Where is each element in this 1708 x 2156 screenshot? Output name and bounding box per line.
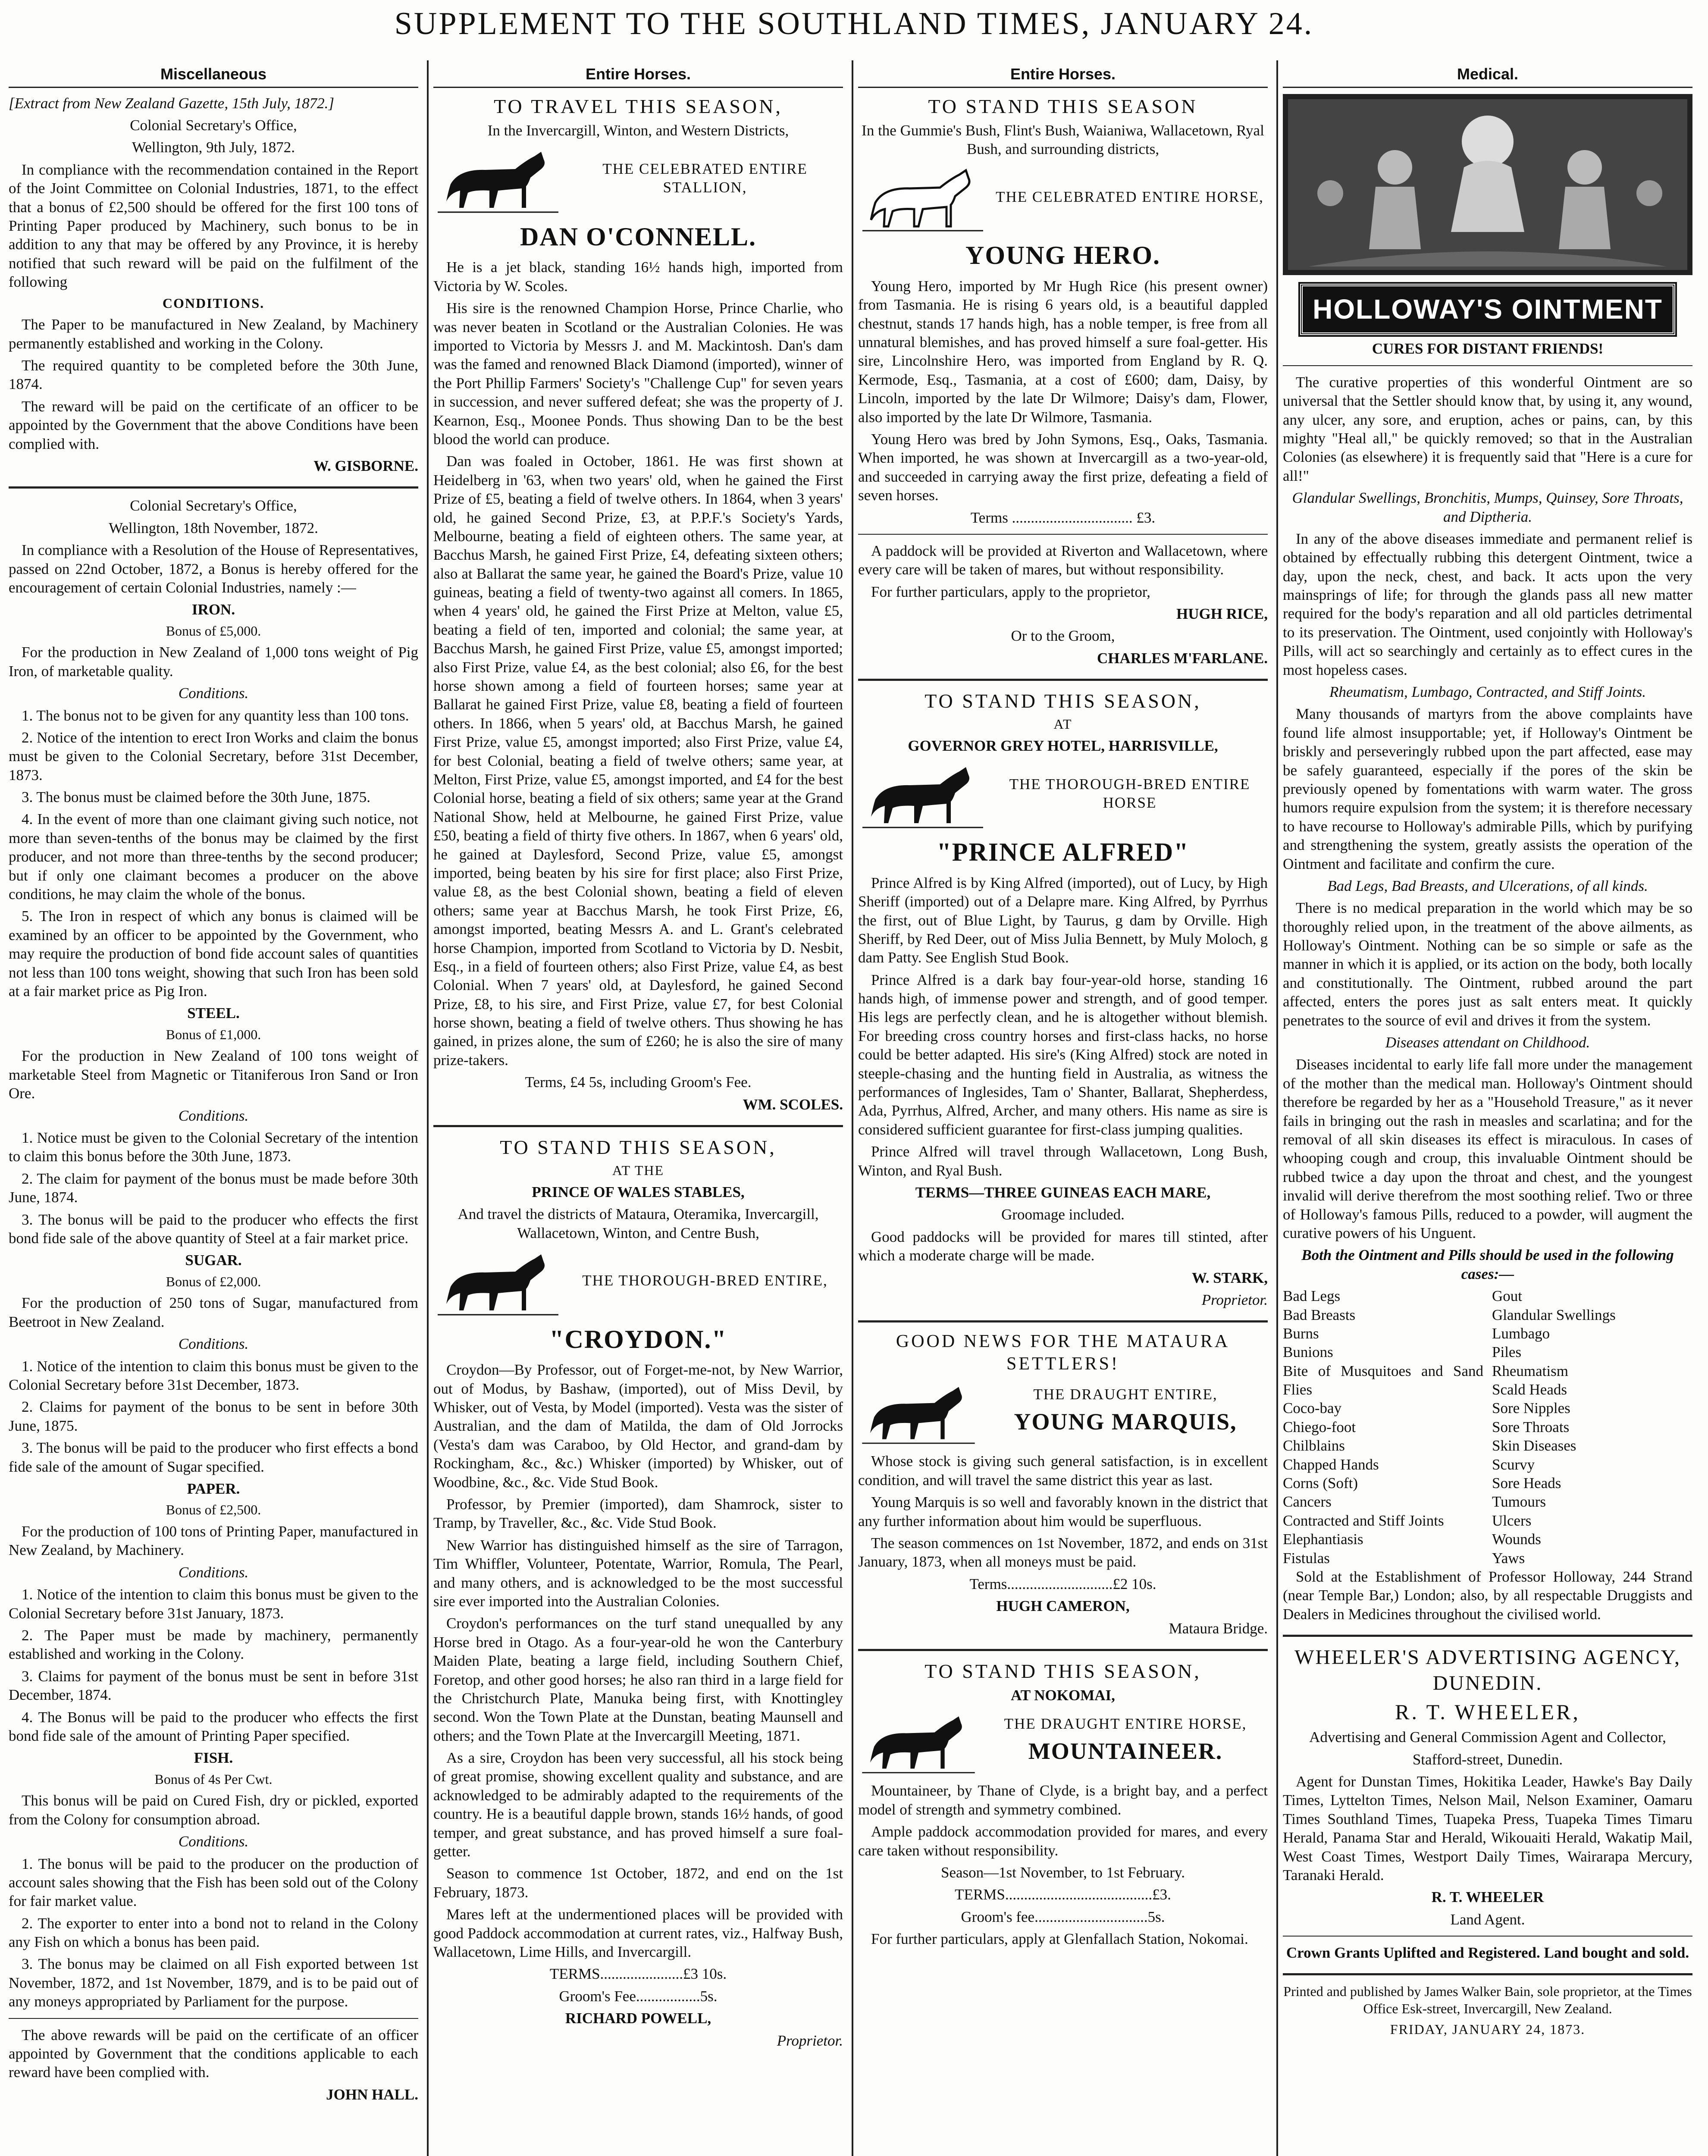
- ad-lead: THE DRAUGHT ENTIRE,: [1033, 1386, 1218, 1403]
- ad-paragraph: He is a jet black, standing 16½ hands high, imported from Victoria by W. Scoles.: [433, 259, 843, 295]
- ad-title: TO STAND THIS SEASON,: [500, 1136, 777, 1159]
- list-item: Sore Nipples: [1492, 1400, 1570, 1417]
- ad-terms: Terms ................................ £3.: [970, 509, 1156, 526]
- ad-at: AT: [1053, 716, 1072, 732]
- date-line: Wellington, 18th November, 1872.: [109, 519, 318, 536]
- ad-subtitle: And travel the districts of Mataura, Oteramika, Invercargill, Wallacetown, Winton, and Centre Bush,: [458, 1206, 819, 1241]
- wheeler-role: Advertising and General Commission Agent and Collector,: [1309, 1729, 1666, 1746]
- horse-illustration-icon: [858, 1708, 979, 1777]
- ad-paragraph: Mountaineer, by Thane of Clyde, is a bright bay, and a perfect model of strength and symmetry combined.: [858, 1782, 1268, 1818]
- list-item: Glandular Swellings: [1492, 1306, 1616, 1323]
- list-item: Rheumatism: [1492, 1362, 1568, 1379]
- ad-subheading: Bad Legs, Bad Breasts, and Ulcerations, of all kinds.: [1327, 877, 1648, 894]
- divider: [9, 486, 418, 489]
- ad-subheading: Rheumatism, Lumbago, Contracted, and Stiff Joints.: [1329, 683, 1646, 701]
- ailments-right: [1492, 1287, 1692, 1567]
- bonus-amount: Bonus of £5,000.: [166, 623, 261, 639]
- crown-grants: Crown Grants Uplifted and Registered. Land bought and sold.: [1286, 1944, 1689, 1962]
- list-item: Wounds: [1492, 1531, 1541, 1548]
- divider: [1283, 1973, 1692, 1975]
- signature: R. T. WHEELER: [1431, 1889, 1544, 1906]
- ad-subheading: Diseases attendant on Childhood.: [1385, 1034, 1590, 1051]
- divider: [858, 679, 1268, 681]
- ad-paragraph: Dan was foaled in October, 1861. He was first shown at Heidelberg in '63, when two years' old, when he gained the First Prize of £5, beating a field of twelve others. In 1864, when 3 years' old, he gained Second Prize, £3, at P.P.F.'s Society's Yards, Melbourne, beating a field of eighteen others. The same year, at Bacchus Marsh, he gained First Prize, £4, defeating sixteen others; also at Ballarat the same year, he gained the Board's Prize, value 10 guineas, beating a field of twenty-two against all comers. In 1865, when 4 years' old, he gained the First Prize at Melton, value £5, beating a field of ten, imported and colonial; the same year, at Bacchus Marsh, he gained First Prize, value £5, amongst imported; also First Prize, value £4, as the best colonial; also £6, for the best horse shown among a field of fourteen horses; same year at Ballarat he gained First Prize, value £8, beating a field of fourteen others. In 1866, when 5 years' old, at Bacchus Marsh, he gained First Prize, value £5, amongst imported; also First Prize, value £4, for best Colonial, beating a field of twelve others; same year, at Melton, First Prize, value £5, amongst imported, and £4 for the best Colonial horse, beating a field of six others; same year at the Grand National Show, held at Melbourne, he gained First Prize, value £50, beating a field of thirty five others. In 1867, when 6 years' old, he gained at Daylesford, Second Prize, value £5, amongst imported, being beaten by his sire for first place; also First Prize, value £8, as the best Colonial shown, beating a field of eleven others; same year at Bacchus Marsh, he took First Prize, £6, amongst imported, beating Messrs A. and L. Grant's celebrated horse Champion, imported from Scotland to Victoria by D. Nesbit, Esq., in a field of fourteen others; also First Prize, value £4, as best Colonial. When 7 years' old, at Daylesford, he gained Second Prize, £8, to his sire, and First Prize, value £7, for best Colonial horse shown, beating a field of twelve others. Thus showing he has gained, in prizes alone, the sum of £260; he is also the sire of many prize-takers.: [433, 453, 843, 1069]
- bonus-heading: STEEL.: [187, 1005, 240, 1022]
- ad-subheading: Glandular Swellings, Bronchitis, Mumps, Quinsey, Sore Throats, and Diptheria.: [1292, 489, 1683, 525]
- ad-paragraph: Croydon—By Professor, out of Forget-me-not, by New Warrior, out of Modus, by Bashaw, (imported), out of Miss Devil, by Whisker, out of Vesta, by Model (imported). Vesta was the sister of Australian, and the dam of Matilda, the dam of Old Jorrocks (Vesta's dam was Caraboo, by Old Hector, and grand-dam by Rockingham, &c., &c.) Whisker (imported) by Whisker, out of Woodbine, &c., &c. Vide Stud Book.: [433, 1361, 843, 1491]
- ad-paragraph: Ample paddock accommodation provided for mares, and every care taken without responsibility.: [858, 1823, 1268, 1859]
- signature: HUGH CAMERON,: [996, 1598, 1130, 1615]
- list-item: Chapped Hands: [1283, 1456, 1379, 1473]
- list-item: Burns: [1283, 1325, 1319, 1342]
- horse-illustration-icon: [858, 162, 987, 235]
- horse-name: YOUNG MARQUIS,: [1014, 1408, 1237, 1435]
- signature: CHARLES M'FARLANE.: [1097, 649, 1268, 667]
- condition-item: The Paper to be manufactured in New Zealand, by Machinery permanently established and working in the Colony.: [9, 316, 418, 352]
- horse-illustration-icon: [433, 1246, 563, 1319]
- signature: W. GISBORNE.: [313, 457, 418, 474]
- horse-illustration-icon: [433, 143, 563, 216]
- column-entire-horses-1: [433, 65, 843, 2156]
- condition-item: 2. Claims for payment of the bonus to be sent in before 30th June, 1875.: [9, 1398, 418, 1434]
- bonus-amount: Bonus of £2,500.: [166, 1502, 261, 1518]
- divider: [858, 1320, 1268, 1322]
- signature: WM. SCOLES.: [743, 1096, 843, 1113]
- horse-name: DAN O'CONNELL.: [520, 222, 757, 251]
- list-item: Bunions: [1283, 1344, 1333, 1361]
- ad-paragraph: As a sire, Croydon has been very successful, all his stock being of great promise, showing excellent quality and substance, and are acknowledged to be admirably adapted to the requirements of the country. He is a beautiful dapple brown, stands 16½ hands, of good temper, and great substance, and has proved himself a sure foal-getter.: [433, 1749, 843, 1860]
- condition-item: 1. Notice of the intention to claim this bonus must be given to the Colonial Secretary before 31st January, 1873.: [9, 1586, 418, 1622]
- tagline: CURES FOR DISTANT FRIENDS!: [1372, 340, 1604, 357]
- conditions-heading: Conditions.: [178, 1335, 249, 1353]
- list-item: Skin Diseases: [1492, 1437, 1576, 1454]
- ad-subtitle: In the Invercargill, Winton, and Western Districts,: [487, 122, 789, 139]
- signature: RICHARD POWELL,: [565, 2010, 711, 2027]
- signature: HUGH RICE,: [1176, 605, 1268, 623]
- ad-terms: TERMS—THREE GUINEAS EACH MARE,: [915, 1184, 1211, 1201]
- ad-paragraph: The curative properties of this wonderful Ointment are so universal that the Settler should know that, by using it, any wound, any ulcer, any sore, and eruption, aches or pains, can, by this mighty "Heal all," be quickly removed; so that in the Australian Colonies (as elsewhere) it is frequently said that "Here is a cure for all!": [1283, 373, 1692, 484]
- bonus-heading: FISH.: [194, 1749, 233, 1767]
- ad-title: TO STAND THIS SEASON,: [925, 1660, 1201, 1682]
- signature: W. STARK,: [1191, 1269, 1268, 1286]
- list-item: Ulcers: [1492, 1512, 1532, 1529]
- divider: [1283, 1936, 1692, 1937]
- divider: [1283, 365, 1692, 366]
- ad-paragraph: Young Hero was bred by John Symons, Esq., Oaks, Tasmania. When imported, he was shown at Invercargill as a two-year-old, and succeeded in carrying away the first prize, defeating a field of seven horses.: [858, 430, 1268, 504]
- holloway-banner: HOLLOWAY'S OINTMENT: [1300, 284, 1675, 335]
- condition-item: 3. The bonus must be claimed before the 30th June, 1875.: [22, 789, 371, 806]
- column-rule: [427, 60, 429, 2156]
- condition-item: 2. Notice of the intention to erect Iron Works and claim the bonus must be given to the Colonial Secretary, before 31st December, 1873.: [9, 729, 418, 783]
- ad-paragraph: Prince Alfred is a dark bay four-year-old horse, standing 16 hands high, of immense power and strength, and of good temper. His legs are perfectly clean, and he is altogether without blemish. For breeding cross country horses and first-class hacks, no horse could be better adapted. His sire's (King Alfred) stock are noted in steeple-chasing and the hunting field in Australia, as witness the performances of Inglesides, Tam o' Shanter, Ballarat, Shepherdess, Ada, Pyrrhus, Alfred, Archer, and many others. His name as sire is considered sufficient guarantee for first-class jumping qualities.: [858, 971, 1268, 1138]
- list-item: Chiego-foot: [1283, 1418, 1356, 1435]
- ad-title: TO STAND THIS SEASON,: [925, 690, 1201, 712]
- condition-item: The reward will be paid on the certificate of an officer to be appointed by the Government that the above Conditions have been complied with.: [9, 398, 418, 452]
- ad-paragraph: In any of the above diseases immediate and permanent relief is obtained by effectually rubbing this detergent Ointment, twice a day, upon the neck, chest, and back. It acts upon the very mainsprings of life; for through the glands pass all new matter required for the body's reparation and all old particles detrimental to its preservation. The Ointment, used conjointly with Holloway's Pills, will act so searchingly and certainly as to effect cures in the most hopeless cases.: [1283, 530, 1692, 678]
- horse-name: "CROYDON.": [549, 1325, 727, 1354]
- ad-groom: Or to the Groom,: [1011, 627, 1115, 645]
- ad-terms: Terms............................£2 10s.: [969, 1575, 1156, 1592]
- horse-name: YOUNG HERO.: [965, 241, 1161, 270]
- conditions-heading: Conditions.: [178, 1107, 249, 1124]
- notice-paragraph: In compliance with the recommendation contained in the Report of the Joint Committee on Colonial Industries, 1871, to the effect that a bonus of £2,500 should be offered for the first 100 tons of Printing Paper produced by Machinery, such bonus to be in addition to any that may be offered by any Province, it is hereby notified that such reward will be paid on the fulfilment of the following: [9, 161, 418, 291]
- conditions-heading: Conditions.: [178, 1564, 249, 1581]
- condition-item: 1. Notice must be given to the Colonial Secretary of the intention to claim this bonus before the 30th June, 1873.: [9, 1129, 418, 1165]
- gazette-extract: [Extract from New Zealand Gazette, 15th July, 1872.]: [9, 94, 335, 112]
- signature: JOHN HALL.: [326, 2086, 418, 2103]
- list-item: Corns (Soft): [1283, 1475, 1358, 1492]
- list-item: Lumbago: [1492, 1325, 1550, 1342]
- ad-paragraph: Professor, by Premier (imported), dam Shamrock, sister to Tramp, by Traveller, &c., &c. Vide Stud Book.: [433, 1496, 843, 1532]
- bonus-heading: IRON.: [191, 601, 235, 618]
- bonus-text: For the production of 100 tons of Printing Paper, manufactured in New Zealand, by Machinery.: [9, 1523, 418, 1559]
- wheeler-name: R. T. WHEELER,: [1395, 1700, 1580, 1724]
- column-miscellaneous: [9, 65, 418, 2156]
- notice-paragraph: In compliance with a Resolution of the House of Representatives, passed on 22nd October, 1872, a Bonus is hereby offered for the encouragement of certain Colonial Industries, namely :—: [9, 542, 418, 596]
- bonus-text: For the production of 250 tons of Sugar, manufactured from Beetroot in New Zealand.: [9, 1294, 418, 1330]
- ad-lead: THE CELEBRATED ENTIRE HORSE,: [996, 188, 1264, 205]
- signature-role: Mataura Bridge.: [1169, 1620, 1268, 1637]
- signature-role: Proprietor.: [777, 2032, 843, 2049]
- ad-paragraph: Young Marquis is so well and favorably known in the district that any further information about him would be superfluous.: [858, 1494, 1268, 1529]
- ad-paragraph: Croydon's performances on the turf stand unequalled by any Horse bred in Otago. As a four-year-old he won the Canterbury Maiden Plate, beating a large field, including Southern Chief, Foretop, and other good horses; he also ran third in a large field for the Christchurch Plate, Manuka being first, with Knottingley second. Won the Town Plate at the Dunstan, beating Maunsell and others; and the Town Plate at the Invercargill Meeting, 1871.: [433, 1615, 843, 1744]
- ad-lead: THE DRAUGHT ENTIRE HORSE,: [1004, 1715, 1247, 1733]
- condition-item: 2. The claim for payment of the bonus must be made before 30th June, 1874.: [9, 1170, 418, 1206]
- condition-item: 2. The exporter to enter into a bond not to reland in the Colony any Fish on which a bonus has been paid.: [9, 1915, 418, 1951]
- ad-title: TO STAND THIS SEASON: [928, 95, 1198, 117]
- wheeler-address: Stafford-street, Dunedin.: [1412, 1751, 1563, 1768]
- condition-item: 4. In the event of more than one claimant giving such notice, not more than seven-tenths of the bonus may be claimed by the first producer, and not more than three-tenths by the second producer; but if only one claimant becomes a producer on the above conditions, he may claim the whole of the bonus.: [9, 811, 418, 903]
- section-header: Entire Horses.: [433, 65, 843, 88]
- ad-title: TO TRAVEL THIS SEASON,: [494, 95, 783, 117]
- list-item: Bite of Musquitoes and Sand Flies: [1283, 1362, 1483, 1398]
- condition-item: 1. Notice of the intention to claim this bonus must be given to the Colonial Secretary before 31st December, 1873.: [9, 1357, 418, 1393]
- ad-paragraph: There is no medical preparation in the world which may be so thoroughly relied upon, in the treatment of the above ailments, as Holloway's Ointment. Nothing can be so simple or safe as the manner in which it is applied, or its action on the body, both locally and constitutionally. The Ointment, rubbed around the part affected, enters the pores just as salt enters meat. It quickly penetrates to the source of evil and drives it from the system.: [1283, 899, 1692, 1029]
- ad-groom-fee: Groomage included.: [1001, 1206, 1125, 1223]
- ad-subheading: Both the Ointment and Pills should be used in the following cases:—: [1301, 1247, 1674, 1282]
- ad-paragraph: Mares left at the undermentioned places will be provided with good Paddock accommodation at current rates, viz., Halfway Bush, Wallacetown, Lime Hills, and Invercargill.: [433, 1906, 843, 1960]
- ad-paragraph: Many thousands of martyrs from the above complaints have found life almost insupportable; yet, if Holloway's Ointment be briskly and perseveringly rubbed upon the part affected, ease may be safely guaranteed, especially if the pores of the skin be previously opened by fomentations with warm water. The gross humors require expulsion from the system; it is therefore necessary to have recourse to Holloway's admirable Pills, which by purifying and strengthening the system, greatly assists the operation of the Ointment and facilitate and confirm the cure.: [1283, 705, 1692, 872]
- list-item: Piles: [1492, 1344, 1522, 1361]
- list-item: Elephantiasis: [1283, 1531, 1363, 1548]
- ailments-left: [1283, 1287, 1483, 1567]
- ad-paragraph: Agent for Dunstan Times, Hokitika Leader, Hawke's Bay Daily Times, Lyttelton Times, Nelson Mail, Nelson Examiner, Oamaru Times Southland Times, Tuapeka Press, Tuapeka Times Timaru Herald, Panama Star and Herald, Wikouaiti Herald, Wakatip Mail, West Coast Times, Westport Daily Times, Wairarapa Mercury, Taranaki Herald.: [1283, 1773, 1692, 1883]
- ad-paragraph: Season to commence 1st October, 1872, and end on the 1st February, 1873.: [433, 1865, 843, 1901]
- imprint: Printed and published by James Walker Bain, sole proprietor, at the Times Office Esk-street, Invercargill, New Zealand.: [1283, 1984, 1692, 2017]
- list-item: Contracted and Stiff Joints: [1283, 1512, 1444, 1529]
- conditions-heading: Conditions.: [178, 685, 249, 702]
- column-rule: [852, 60, 853, 2156]
- ad-place: AT NOKOMAI,: [1011, 1687, 1115, 1704]
- divider: [433, 1125, 843, 1127]
- ad-paragraph: New Warrior has distinguished himself as the sire of Tarragon, Tim Whiffler, Volunteer, Potentate, Warrior, Romula, The Pearl, and many others, and is acknowledged to be the most successful sire ever imported into the Australian Colonies.: [433, 1536, 843, 1610]
- date-line: Wellington, 9th July, 1872.: [132, 139, 295, 156]
- bonus-text: For the production in New Zealand of 100 tons weight of marketable Steel from Magnetic or Titaniferous Iron Sand or Iron Ore.: [9, 1047, 418, 1102]
- ad-paragraph: His sire is the renowned Champion Horse, Prince Charlie, who was never beaten in Scotland or the Australian Colonies. He was imported to Victoria by Messrs J. and M. Mackintosh. Dan's dam was the famed and renowned Black Diamond (imported), winner of the Port Phillip Farmers' Society's "Challenge Cup" for seven years in succession, and never suffered defeat; she was the property of J. Kearnon, Esq., Moonee Ponds. Thus showing Dan to be the best blood the world can produce.: [433, 300, 843, 448]
- ad-title: GOOD NEWS FOR THE MATAURA SETTLERS!: [896, 1332, 1230, 1374]
- ad-paragraph: Young Hero, imported by Mr Hugh Rice (his present owner) from Tasmania. He is rising 6 years old, is a beautiful dappled chestnut, stands 17 hands high, has a noble temper, is free from all unnatural blemishes, and has proved himself a sure foal-getter. His sire, Lincolnshire Hero, was imported from England by R. Q. Kermode, Esq., Tasmania, at a cost of £600; dam, Daisy, by Lincoln, imported by the late Dr Wilmore; Daisy's dam, Flower, also imported by the late Dr Wilmore, Tasmania.: [858, 277, 1268, 426]
- list-item: Scald Heads: [1492, 1381, 1567, 1398]
- ad-paragraph: Prince Alfred is by King Alfred (imported), out of Lucy, by High Sheriff (imported) out of a Delapre mare. King Alfred, by Pyrrhus the first, out of Blue Light, by Taurus, g dam by Orville. High Sheriff, by Red Deer, out of Miss Julia Bennett, by Muly Moloch, g dam Patty. See English Stud Book.: [858, 874, 1268, 966]
- ad-paragraph: A paddock will be provided at Riverton and Wallacetown, where every care will be taken of mares, but without responsibility.: [858, 542, 1268, 578]
- condition-item: 1. The bonus not to be given for any quantity less than 100 tons.: [22, 707, 409, 724]
- list-item: Bad Legs: [1283, 1288, 1341, 1305]
- ad-paragraph: Diseases incidental to early life fall more under the management of the mother than the medical man. Holloway's Ointment should therefore be regarded by her as a "Household Treasure," as it never fails in bringing out the rash in measles and scarlatina; and for the removal of all skin diseases its effect is miraculous. In cases of whooping cough and croup, this invaluable Ointment should be rubbed twice a day upon the throat and chest, and the youngest invalid will derive therefrom the most soothing relief. Two or three of Holloway's famous Pills, reduced to a powder, will augment the curative powers of his Unguent.: [1283, 1056, 1692, 1241]
- ad-place: PRINCE OF WALES STABLES,: [532, 1183, 745, 1200]
- list-item: Chilblains: [1283, 1437, 1345, 1454]
- ad-paragraph: The season commences on 1st November, 1872, and ends on 31st January, 1873, when all moneys must be paid.: [858, 1535, 1268, 1570]
- horse-name: "PRINCE ALFRED": [937, 838, 1189, 867]
- column-rule: [1276, 60, 1278, 2156]
- list-item: Coco-bay: [1283, 1400, 1342, 1417]
- bonus-amount: Bonus of £1,000.: [166, 1026, 261, 1042]
- bonus-heading: SUGAR.: [185, 1252, 242, 1269]
- ailments-list: [1283, 1287, 1692, 1567]
- horse-block: [858, 1708, 1268, 1777]
- list-item: Scurvy: [1492, 1456, 1535, 1473]
- section-header: Medical.: [1283, 65, 1692, 88]
- bonus-text: For the production in New Zealand of 1,000 tons weight of Pig Iron, of marketable quality.: [9, 644, 418, 680]
- list-item: Tumours: [1492, 1493, 1546, 1510]
- ad-lead: THE CELEBRATED ENTIRE STALLION,: [602, 160, 808, 196]
- ad-at: AT THE: [612, 1163, 664, 1178]
- office-line: Colonial Secretary's Office,: [130, 497, 297, 514]
- ad-paragraph: For further particulars, apply at Glenfallach Station, Nokomai.: [871, 1930, 1248, 1948]
- condition-item: 1. The bonus will be paid to the producer on the production of account sales showing that the Fish has been sold out of the Colony for fair market value.: [9, 1855, 418, 1910]
- condition-item: The required quantity to be completed before the 30th June, 1874.: [9, 357, 418, 393]
- ad-place: GOVERNOR GREY HOTEL, HARRISVILLE,: [908, 737, 1218, 754]
- divider: [858, 1649, 1268, 1651]
- horse-name: MOUNTAINEER.: [1028, 1738, 1223, 1764]
- condition-item: 3. The bonus will be paid to the producer who effects the first bond fide sale of the above quantity of Steel at a fair market price.: [9, 1211, 418, 1247]
- wheeler-title: WHEELER'S ADVERTISING AGENCY, DUNEDIN.: [1294, 1646, 1681, 1695]
- ad-lead: THE THOROUGH-BRED ENTIRE HORSE: [1009, 775, 1250, 812]
- ad-terms: TERMS.......................................£3.: [955, 1886, 1171, 1903]
- condition-item: 3. The bonus will be paid to the producer who first effects a bond fide sale of the amount of Sugar specified.: [9, 1439, 418, 1475]
- divider: [9, 2018, 418, 2019]
- ad-terms: Terms, £4 5s, including Groom's Fee.: [525, 1074, 752, 1091]
- condition-item: 3. The bonus may be claimed on all Fish exported between 1st November, 1872, and 1st November, 1879, and is to be paid out of any moneys appropriated by Parliament for the purpose.: [9, 1955, 418, 2010]
- horse-block: [433, 1246, 843, 1319]
- condition-item: 4. The Bonus will be paid to the producer who effects the first bond fide sale of the amount of Printing Paper specified.: [9, 1708, 418, 1744]
- horse-block: [433, 143, 843, 216]
- ad-paragraph: For further particulars, apply to the proprietor,: [871, 583, 1150, 600]
- list-item: Gout: [1492, 1288, 1522, 1305]
- list-item: Fistulas: [1283, 1549, 1330, 1567]
- ad-paragraph: Good paddocks will be provided for mares till stinted, after which a moderate charge will be made.: [858, 1228, 1268, 1264]
- condition-item: 5. The Iron in respect of which any bonus is claimed will be examined by an officer to be appointed by the Government, who may require the production of bond fide account sales of quantities not less than 100 tons weight, showing that such Iron has been sold at a fair market price as Pig Iron.: [9, 908, 418, 1000]
- ad-paragraph: Sold at the Establishment of Professor Holloway, 244 Strand (near Temple Bar,) London; also, by all respectable Druggists and Dealers in Medicines throughout the civilised world.: [1283, 1568, 1692, 1623]
- conditions-heading: CONDITIONS.: [162, 295, 265, 311]
- list-item: Sore Throats: [1492, 1418, 1570, 1435]
- ad-subtitle: In the Gummie's Bush, Flint's Bush, Waianiwa, Wallacetown, Ryal Bush, and surrounding districts,: [862, 122, 1264, 158]
- ad-lead: THE THOROUGH-BRED ENTIRE,: [582, 1272, 828, 1289]
- horse-block: [858, 162, 1268, 235]
- bonus-heading: PAPER.: [187, 1480, 240, 1497]
- holloway-engraving-icon: [1283, 94, 1692, 275]
- divider: [1283, 1635, 1692, 1637]
- list-item: Yaws: [1492, 1549, 1525, 1567]
- footer-paragraph: The above rewards will be paid on the certificate of an officer appointed by Government that the conditions applicable to each reward have been complied with.: [9, 2026, 418, 2081]
- section-header: Miscellaneous: [9, 65, 418, 88]
- conditions-heading: Conditions.: [178, 1833, 249, 1850]
- horse-block: [858, 758, 1268, 832]
- condition-item: 2. The Paper must be made by machinery, permanently established and working in the Colony.: [9, 1626, 418, 1663]
- horse-illustration-icon: [858, 758, 987, 832]
- ad-groom-fee: Groom's fee..............................5s.: [961, 1908, 1165, 1925]
- signature-role: Proprietor.: [1201, 1291, 1268, 1308]
- ad-season: Season—1st November, to 1st February.: [941, 1864, 1185, 1881]
- list-item: Bad Breasts: [1283, 1306, 1356, 1323]
- column-entire-horses-2: [858, 65, 1268, 2156]
- ad-terms: TERMS......................£3 10s.: [549, 1965, 727, 1983]
- bonus-amount: Bonus of £2,000.: [166, 1273, 261, 1289]
- signature-role: Land Agent.: [1450, 1911, 1525, 1928]
- horse-illustration-icon: [858, 1379, 979, 1448]
- office-line: Colonial Secretary's Office,: [130, 117, 297, 134]
- section-header: Entire Horses.: [858, 65, 1268, 88]
- list-item: Sore Heads: [1492, 1475, 1561, 1492]
- ad-groom-fee: Groom's Fee.................5s.: [559, 1987, 718, 2005]
- ad-paragraph: Prince Alfred will travel through Wallacetown, Long Bush, Winton, and Ryal Bush.: [858, 1143, 1268, 1179]
- condition-item: 3. Claims for payment of the bonus must be sent in before 31st December, 1874.: [9, 1667, 418, 1704]
- ad-paragraph: Whose stock is giving such general satisfaction, is in excellent condition, and will travel the same district this year as last.: [858, 1453, 1268, 1489]
- list-item: Cancers: [1283, 1493, 1332, 1510]
- bonus-text: This bonus will be paid on Cured Fish, dry or pickled, exported from the Colony for consumption abroad.: [9, 1792, 418, 1828]
- masthead: SUPPLEMENT TO THE SOUTHLAND TIMES, JANUARY 24.: [394, 6, 1314, 41]
- divider: [858, 534, 1268, 535]
- column-medical: [1283, 65, 1692, 2156]
- imprint-date: FRIDAY, JANUARY 24, 1873.: [1390, 2021, 1586, 2037]
- horse-block: [858, 1379, 1268, 1448]
- bonus-amount: Bonus of 4s Per Cwt.: [154, 1771, 273, 1787]
